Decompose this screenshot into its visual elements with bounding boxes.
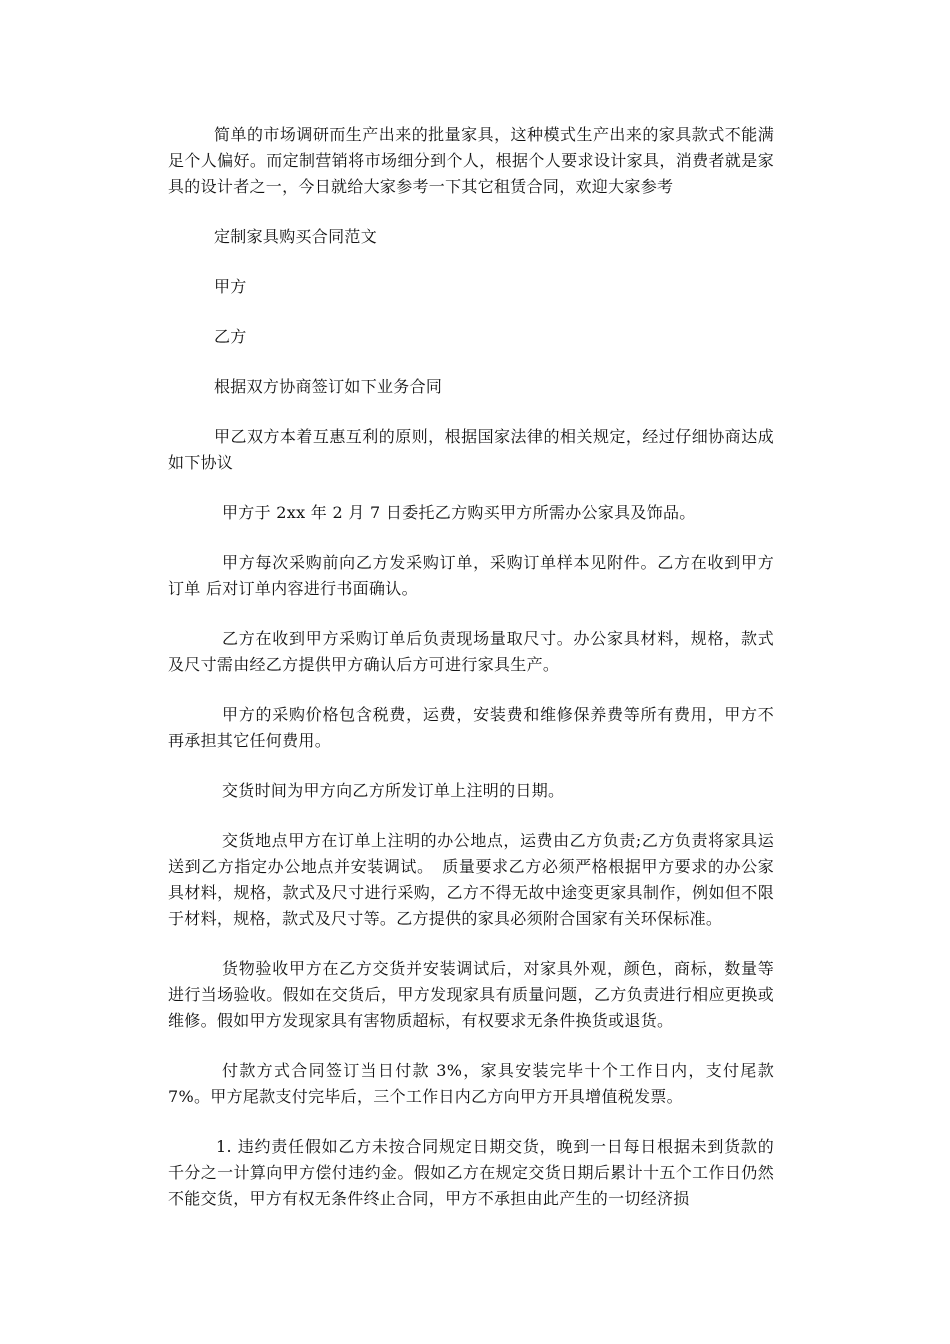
breach-liability-paragraph: 1. 违约责任假如乙方未按合同规定日期交货，晚到一日每日根据未到货款的千分之一计算向甲方偿付违约金。假如乙方在规定交货日期后累计十五个工作日仍然不能交货，甲方有权无条件终止合同，甲方不承担由此产生的一切经济损 xyxy=(168,1137,774,1208)
delivery-time-paragraph: 交货时间为甲方向乙方所发订单上注明的日期。 xyxy=(222,781,565,800)
intro-paragraph: 简单的市场调研而生产出来的批量家具，这种模式生产出来的家具款式不能满足个人偏好。而定制营销将市场细分到个人，根据个人要求设计家具，消费者就是家具的设计者之一，今日就给大家参考一下其它租赁合同，欢迎大家参考 xyxy=(168,125,774,196)
purchase-order-paragraph: 甲方每次采购前向乙方发采购订单，采购订单样本见附件。乙方在收到甲方订单 后对订单内容进行书面确认。 xyxy=(168,553,774,598)
agreement-intro: 根据双方协商签订如下业务合同 xyxy=(214,377,443,396)
delivery-location-paragraph: 交货地点甲方在订单上注明的办公地点，运费由乙方负责;乙方负责将家具运送到乙方指定办公地点并安装调试。 质量要求乙方必须严格根据甲方要求的办公家具材料，规格，款式及尺寸进行采购，乙方不得无故中途变更家具制作，例如但不限于材料，规格，款式及尺寸等。乙方提供的家具必须附合国家有关环保标准。 xyxy=(168,831,774,928)
document-body xyxy=(168,122,774,1212)
measurement-paragraph: 乙方在收到甲方采购订单后负责现场量取尺寸。办公家具材料，规格，款式及尺寸需由经乙方提供甲方确认后方可进行家具生产。 xyxy=(168,629,774,674)
contract-title: 定制家具购买合同范文 xyxy=(214,227,378,246)
party-b-line: 乙方 xyxy=(214,327,247,346)
mutual-benefit-paragraph: 甲乙双方本着互惠互利的原则，根据国家法律的相关规定，经过仔细协商达成如下协议 xyxy=(168,427,774,472)
party-a-line: 甲方 xyxy=(214,277,247,296)
price-paragraph: 甲方的采购价格包含税费，运费，安装费和维修保养费等所有费用，甲方不再承担其它任何费用。 xyxy=(168,705,774,750)
commission-paragraph: 甲方于 2xx 年 2 月 7 日委托乙方购买甲方所需办公家具及饰品。 xyxy=(222,503,696,522)
payment-paragraph: 付款方式合同签订当日付款 3%，家具安装完毕十个工作日内，支付尾款 7%。甲方尾款支付完毕后，三个工作日内乙方向甲方开具增值税发票。 xyxy=(168,1061,774,1106)
acceptance-paragraph: 货物验收甲方在乙方交货并安装调试后，对家具外观，颜色，商标，数量等进行当场验收。假如在交货后，甲方发现家具有质量问题，乙方负责进行相应更换或维修。假如甲方发现家具有害物质超标，有权要求无条件换货或退货。 xyxy=(168,959,774,1030)
